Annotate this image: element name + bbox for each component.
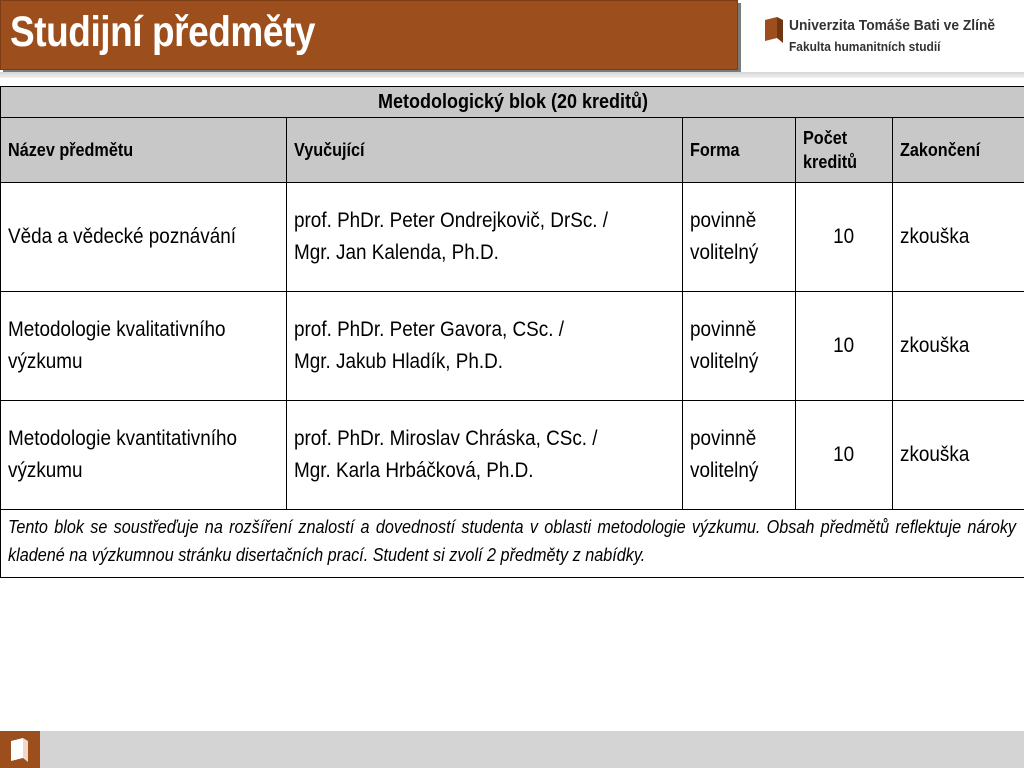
block-title (1, 87, 1024, 118)
course-name: Metodologie kvalitativního výzkumu (8, 318, 226, 373)
teacher-names: prof. PhDr. Peter Gavora, CSc. / Mgr. Jakub Hladík, Ph.D. (294, 318, 564, 373)
course-table (0, 86, 1024, 578)
course-form: povinně volitelný (690, 427, 759, 482)
form-cell (683, 183, 796, 292)
title-bar (0, 0, 738, 70)
column-header-form (683, 118, 796, 183)
column-header-label: Zakončení (900, 140, 981, 160)
block-title-text: Metodologický blok (20 kreditů) (377, 90, 648, 113)
column-header-label: Počet kreditů (803, 128, 858, 172)
column-header-completion (893, 118, 1024, 183)
teacher-names: prof. PhDr. Peter Ondrejkovič, DrSc. / Mgr. Jan Kalenda, Ph.D. (294, 209, 609, 264)
teacher-cell (287, 401, 683, 510)
course-completion: zkouška (900, 225, 970, 248)
header-divider (0, 72, 1024, 78)
course-completion: zkouška (900, 334, 970, 357)
course-completion: zkouška (900, 443, 970, 466)
teacher-cell (287, 292, 683, 401)
block-note-text: Tento blok se soustřeďuje na rozšíření znalostí a dovedností studenta v oblasti metodologie výzkumu. Obsah předmětů reflektuje nároky kladené na výzkumnou stránku disertačních prací. Student si zvolí 2 předměty z nabídky. (8, 517, 1017, 565)
course-name-cell (1, 292, 287, 401)
block-note (1, 510, 1024, 578)
footer-logo (0, 731, 40, 768)
column-header-label: Vyučující (294, 140, 365, 160)
column-header-row (1, 118, 1024, 183)
university-logo (745, 0, 1024, 72)
course-name: Metodologie kvantitativního výzkumu (8, 427, 238, 482)
university-book-icon (765, 17, 783, 43)
credits-cell (796, 292, 893, 401)
course-name-cell (1, 183, 287, 292)
completion-cell (893, 401, 1024, 510)
form-cell (683, 401, 796, 510)
course-credits: 10 (833, 225, 855, 248)
course-credits: 10 (833, 334, 855, 357)
column-header-label: Forma (690, 140, 740, 160)
course-name: Věda a vědecké poznávání (8, 225, 237, 248)
column-header-teacher (287, 118, 683, 183)
teacher-cell (287, 183, 683, 292)
note-row (1, 510, 1024, 578)
table-row (1, 401, 1024, 510)
page-title: Studijní předměty (10, 8, 316, 56)
teacher-names: prof. PhDr. Miroslav Chráska, CSc. / Mgr. Karla Hrbáčková, Ph.D. (294, 427, 598, 482)
table-row (1, 183, 1024, 292)
university-name: Univerzita Tomáše Bati ve Zlíně (789, 17, 996, 34)
block-title-row (1, 87, 1024, 118)
course-form: povinně volitelný (690, 318, 759, 373)
table-row (1, 292, 1024, 401)
completion-cell (893, 183, 1024, 292)
footer-bar (0, 731, 1024, 768)
course-name-cell (1, 401, 287, 510)
completion-cell (893, 292, 1024, 401)
column-header-credits (796, 118, 893, 183)
form-cell (683, 292, 796, 401)
column-header-label: Název předmětu (8, 140, 134, 160)
column-header-name (1, 118, 287, 183)
credits-cell (796, 401, 893, 510)
course-form: povinně volitelný (690, 209, 759, 264)
university-book-icon (11, 738, 29, 762)
faculty-name: Fakulta humanitních studií (789, 39, 941, 54)
course-credits: 10 (833, 443, 855, 466)
credits-cell (796, 183, 893, 292)
